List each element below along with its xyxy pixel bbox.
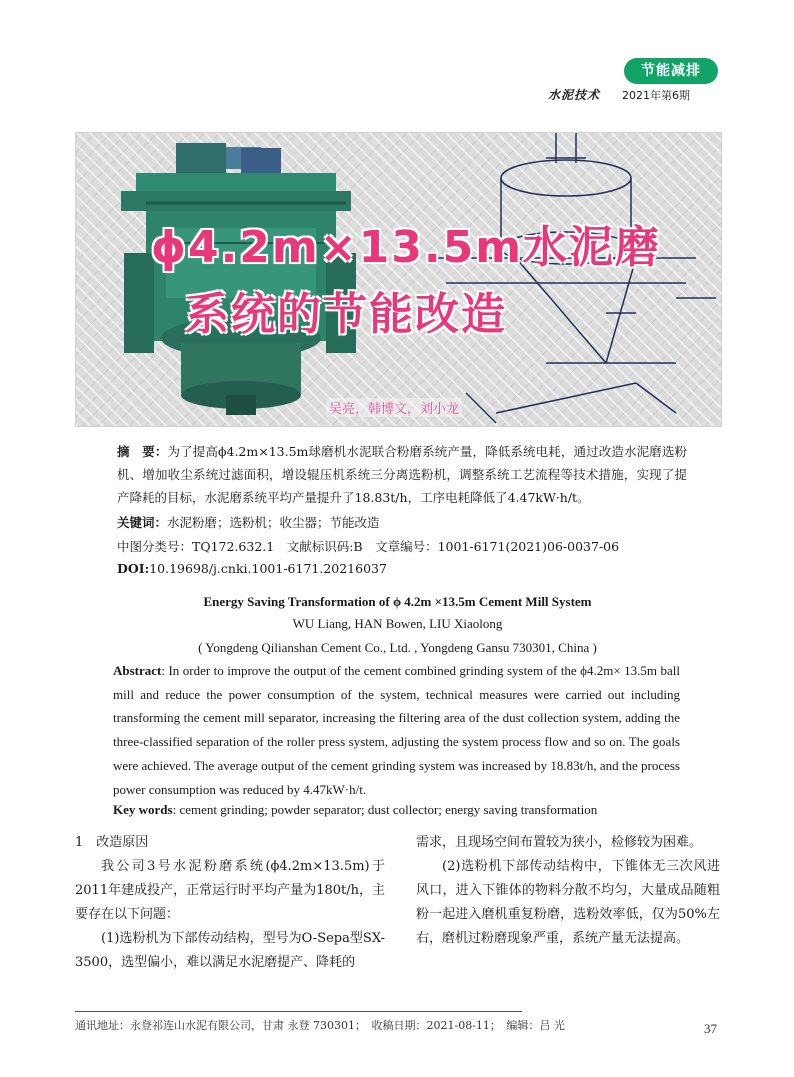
section-tag: 节能减排	[624, 58, 718, 84]
body-paragraph: (2)选粉机下部传动结构中，下锥体无三次风进风口，进入下锥体的物料分散不均匀，大量成品随粗粉一起进入磨机重复粉磨，选粉效率低，仅为50%左右，磨机过粉磨现象严重，系统产量无法提高。	[416, 859, 720, 946]
body-right-column	[416, 831, 720, 951]
journal-issue: 2021年第6期	[622, 89, 690, 102]
body-paragraph: 我公司3号水泥粉磨系统(ϕ4.2m×13.5m)于2011年建成投产，正常运行时平均产量为180t/h，主要存在以下问题：	[75, 859, 385, 922]
english-affiliation: ( Yongdeng Qilianshan Cement Co., Ltd. , Yongdeng Gansu 730301, China )	[198, 640, 597, 655]
journal-name: 水泥技术	[548, 88, 601, 102]
abstract-zh	[117, 440, 687, 509]
footnote: 通讯地址：永登祁连山水泥有限公司，甘肃 永登 730301； 收稿日期：2021-08-11； 编辑：吕 光	[75, 1019, 565, 1032]
english-abstract-label: Abstract	[113, 663, 162, 678]
doi-value: 10.19698/j.cnki.1001-6171.20216037	[149, 561, 387, 576]
keywords-zh-label: 关键词：	[117, 515, 168, 530]
body-paragraph: (1)选粉机为下部传动结构，型号为O-Sepa型SX-3500，选型偏小，难以满足水泥磨提产、降耗的	[75, 931, 385, 970]
english-keywords-text: : cement grinding; powder separator; dust collector; energy saving transformation	[172, 802, 598, 817]
abstract-zh-text: 为了提高ϕ4.2m×13.5m球磨机水泥联合粉磨系统产量，降低系统电耗，通过改造水泥磨选粉机、增加收尘系统过滤面积，增设辊压机系统三分离选粉机，调整系统工艺流程等技术措施，实现了提产降耗的目标，水泥磨系统平均产量提升了18.83t/h，工序电耗降低了4.47kW·h/t。	[117, 444, 687, 505]
english-keywords-label: Key words	[113, 802, 173, 817]
classification-line: 中图分类号：TQ172.632.1 文献标识码:B 文章编号：1001-6171(2021)06-0037-06	[117, 539, 620, 554]
english-keywords	[113, 802, 597, 818]
english-title: Energy Saving Transformation of ϕ 4.2m ×13.5m Cement Mill System	[203, 594, 592, 609]
article-title-line2: 系统的节能改造	[185, 289, 507, 340]
article-authors: 吴亮，韩博文，刘小龙	[326, 398, 462, 417]
body-left-column	[75, 831, 385, 975]
keywords-zh	[117, 513, 380, 531]
english-abstract-text: : In order to improve the output of the cement combined grinding system of the ϕ4.2m× 13.5m ball mill and reduce the power consumption of the system, technical measures were carried out including transforming the cement mill separator, increasing the filtering area of the dust collection system, adding the three-classified separation of the roller press system, adjusting the system process flow and so on. The goals were achieved. The average output of the cement grinding system was increased by 18.83t/h, and the process power consumption was reduced by 4.47kW·h/t.	[113, 663, 680, 797]
body-paragraph: 需求，且现场空间布置较为狭小，检修较为困难。	[416, 835, 703, 850]
page-number: 37	[704, 1021, 717, 1036]
abstract-zh-label: 摘 要：	[117, 444, 168, 459]
english-abstract	[113, 659, 680, 801]
english-authors: WU Liang, HAN Bowen, LIU Xiaolong	[292, 616, 503, 631]
section-heading: 1 改造原因	[75, 835, 149, 850]
title-banner	[75, 132, 722, 427]
footnote-rule	[75, 1011, 522, 1012]
doi-line	[117, 561, 387, 576]
article-title-line1: ϕ4.2m×13.5m水泥磨	[150, 222, 662, 273]
doi-label: DOI:	[117, 561, 150, 576]
keywords-zh-text: 水泥粉磨；选粉机；收尘器；节能改造	[167, 515, 380, 530]
